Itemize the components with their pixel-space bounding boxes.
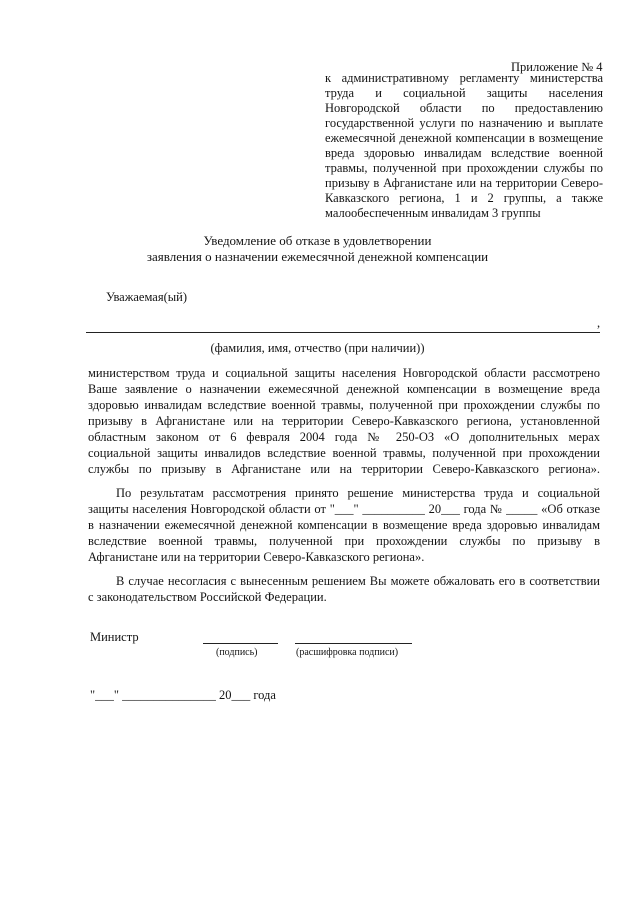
paragraph1-line: социальной защиты инвалидов вследствие военной травмы, полученной при прохождении [88, 446, 600, 460]
appendix-line: труда и социальной защиты населения [325, 86, 603, 100]
salutation-comma: , [597, 316, 601, 330]
paragraph1-line: здоровью инвалидам вследствие военной травмы, полученной при прохождении службы по [88, 398, 600, 412]
signature-line [203, 643, 278, 644]
appendix-title: Приложение № 4 [511, 60, 603, 74]
paragraph2-line: защиты населения Новгородской области от "___" __________ 20___ года № _____ «Об отказе [88, 502, 600, 516]
appendix-line: государственной услуги по назначению и выплате [325, 116, 603, 130]
notice-title-line2: заявления о назначении ежемесячной денежной компенсации [146, 249, 489, 264]
paragraph2-line: вследствие военной травмы, полученной при прохождении службы по призыву в [88, 534, 600, 548]
signature-role: Министр [90, 630, 139, 644]
appendix-line: Новгородской области по предоставлению [325, 101, 603, 115]
appendix-line: Кавказского региона, 1 и 2 группы, а также [325, 191, 603, 205]
paragraph3-line: с законодательством Российской Федерации. [88, 590, 327, 604]
appendix-line: ежемесячной денежной компенсации в возмещение [325, 131, 603, 145]
notice-title-line1: Уведомление об отказе в удовлетворении [203, 233, 432, 248]
paragraph3-line: В случае несогласия с вынесенным решением Вы можете обжаловать его в соответствии [116, 574, 600, 588]
appendix-line: малообеспеченным инвалидам 3 группы [325, 206, 541, 220]
appendix-line: к административному регламенту министерства [325, 71, 603, 85]
paragraph2-line: Афганистане или на территории Северо-Кавказского региона». [88, 550, 425, 564]
paragraph1-line: областным законом от 6 февраля 2004 года № 250-ОЗ «О дополнительных мерах [88, 430, 600, 444]
paragraph2-line: в назначении ежемесячной денежной компенсации в возмещение вреда здоровью инвалидам [88, 518, 600, 532]
date-line: "___" _______________ 20___ года [90, 688, 276, 702]
fio-underline [86, 332, 600, 333]
paragraph1-line: министерством труда и социальной защиты населения Новгородской области рассмотрено [88, 366, 600, 380]
paragraph2-line: По результатам рассмотрения принято решение министерства труда и социальной [116, 486, 600, 500]
signature-decode-line [295, 643, 412, 644]
paragraph1-line: призыву в Афганистане или на территории Северо-Кавказского региона, установленной [88, 414, 600, 428]
appendix-line: призыву в Афганистане или на территории Северо- [325, 176, 603, 190]
appendix-line: вреда здоровью инвалидам вследствие военной [325, 146, 603, 160]
signature-caption: (подпись) [216, 647, 258, 658]
paragraph1-line: Ваше заявление о назначении ежемесячной денежной компенсации в возмещение вреда [88, 382, 600, 396]
salutation: Уважаемая(ый) [106, 290, 187, 304]
signature-decode-caption: (расшифровка подписи) [296, 647, 399, 658]
appendix-line: травмы, полученной при прохождении службы по [325, 161, 603, 175]
paragraph1-line: службы по призыву в Афганистане или на территории Северо-Кавказского региона». [88, 462, 600, 476]
fio-caption: (фамилия, имя, отчество (при наличии)) [210, 341, 425, 355]
